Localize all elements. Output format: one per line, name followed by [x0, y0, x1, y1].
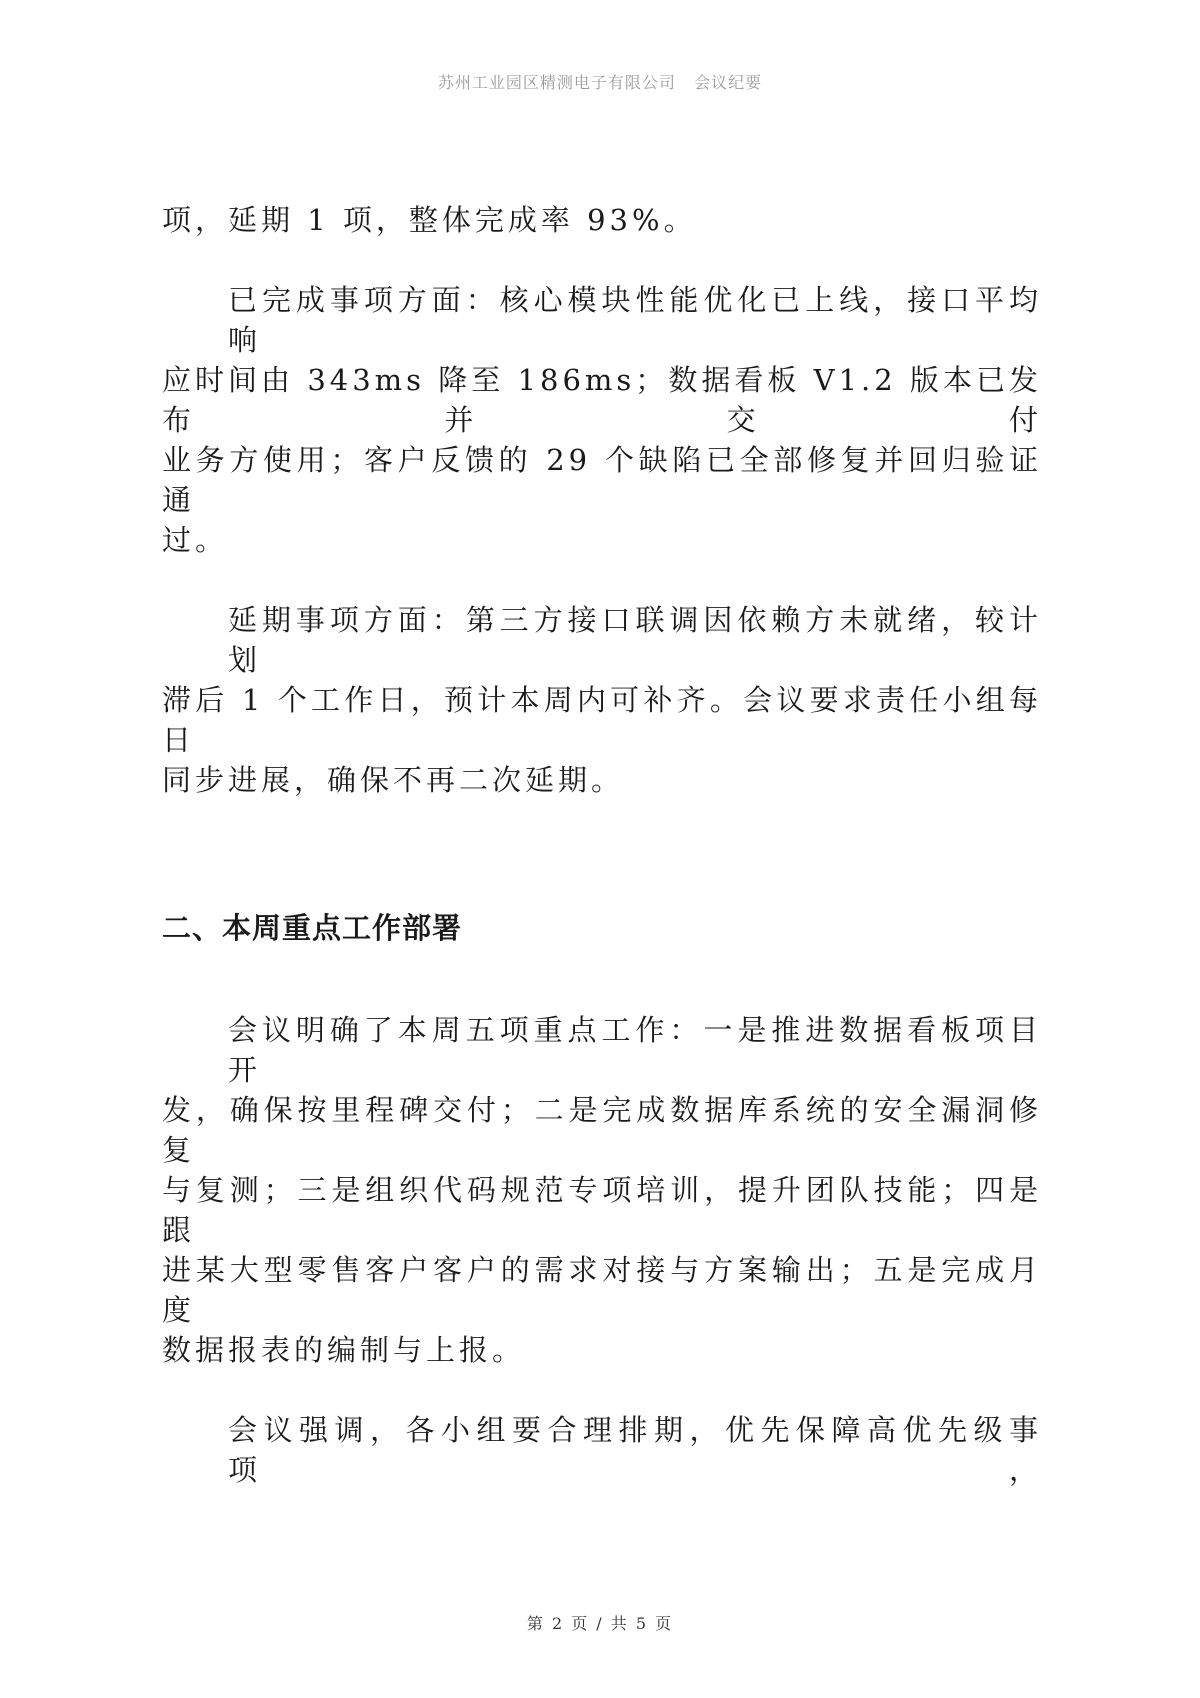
body-line: 滞后 1 个工作日，预计本周内可补齐。会议要求责任小组每日: [162, 683, 1042, 757]
page-number: 第 2 页 / 共 5 页: [526, 1614, 674, 1633]
body-line: 延期事项方面：第三方接口联调因依赖方未就绪，较计划: [228, 603, 1042, 677]
body-line: 会议强调，各小组要合理排期，优先保障高优先级事项，: [228, 1413, 1042, 1487]
body-line: 已完成事项方面：核心模块性能优化已上线，接口平均响: [228, 283, 1042, 357]
body-line: 同步进展，确保不再二次延期。: [162, 763, 625, 797]
body-line: 发，确保按里程碑交付；二是完成数据库系统的安全漏洞修复: [162, 1093, 1042, 1167]
body-line: 会议明确了本周五项重点工作：一是推进数据看板项目开: [228, 1013, 1042, 1087]
body-line: 数据报表的编制与上报。: [162, 1333, 526, 1367]
body-line: 与复测；三是组织代码规范专项培训，提升团队技能；四是跟: [162, 1173, 1042, 1247]
body-line: 进某大型零售客户客户的需求对接与方案输出；五是完成月度: [162, 1253, 1042, 1327]
body-line: 过。: [162, 523, 229, 557]
body-line: 应时间由 343ms 降至 186ms；数据看板 V1.2 版本已发布并交付: [162, 363, 1042, 437]
page-header: 苏州工业园区精测电子有限公司 会议纪要: [437, 73, 763, 92]
section-heading: 二、本周重点工作部署: [162, 911, 463, 945]
body-line: 业务方使用；客户反馈的 29 个缺陷已全部修复并回归验证通: [162, 443, 1042, 517]
body-line: 项，延期 1 项，整体完成率 93%。: [162, 203, 697, 237]
